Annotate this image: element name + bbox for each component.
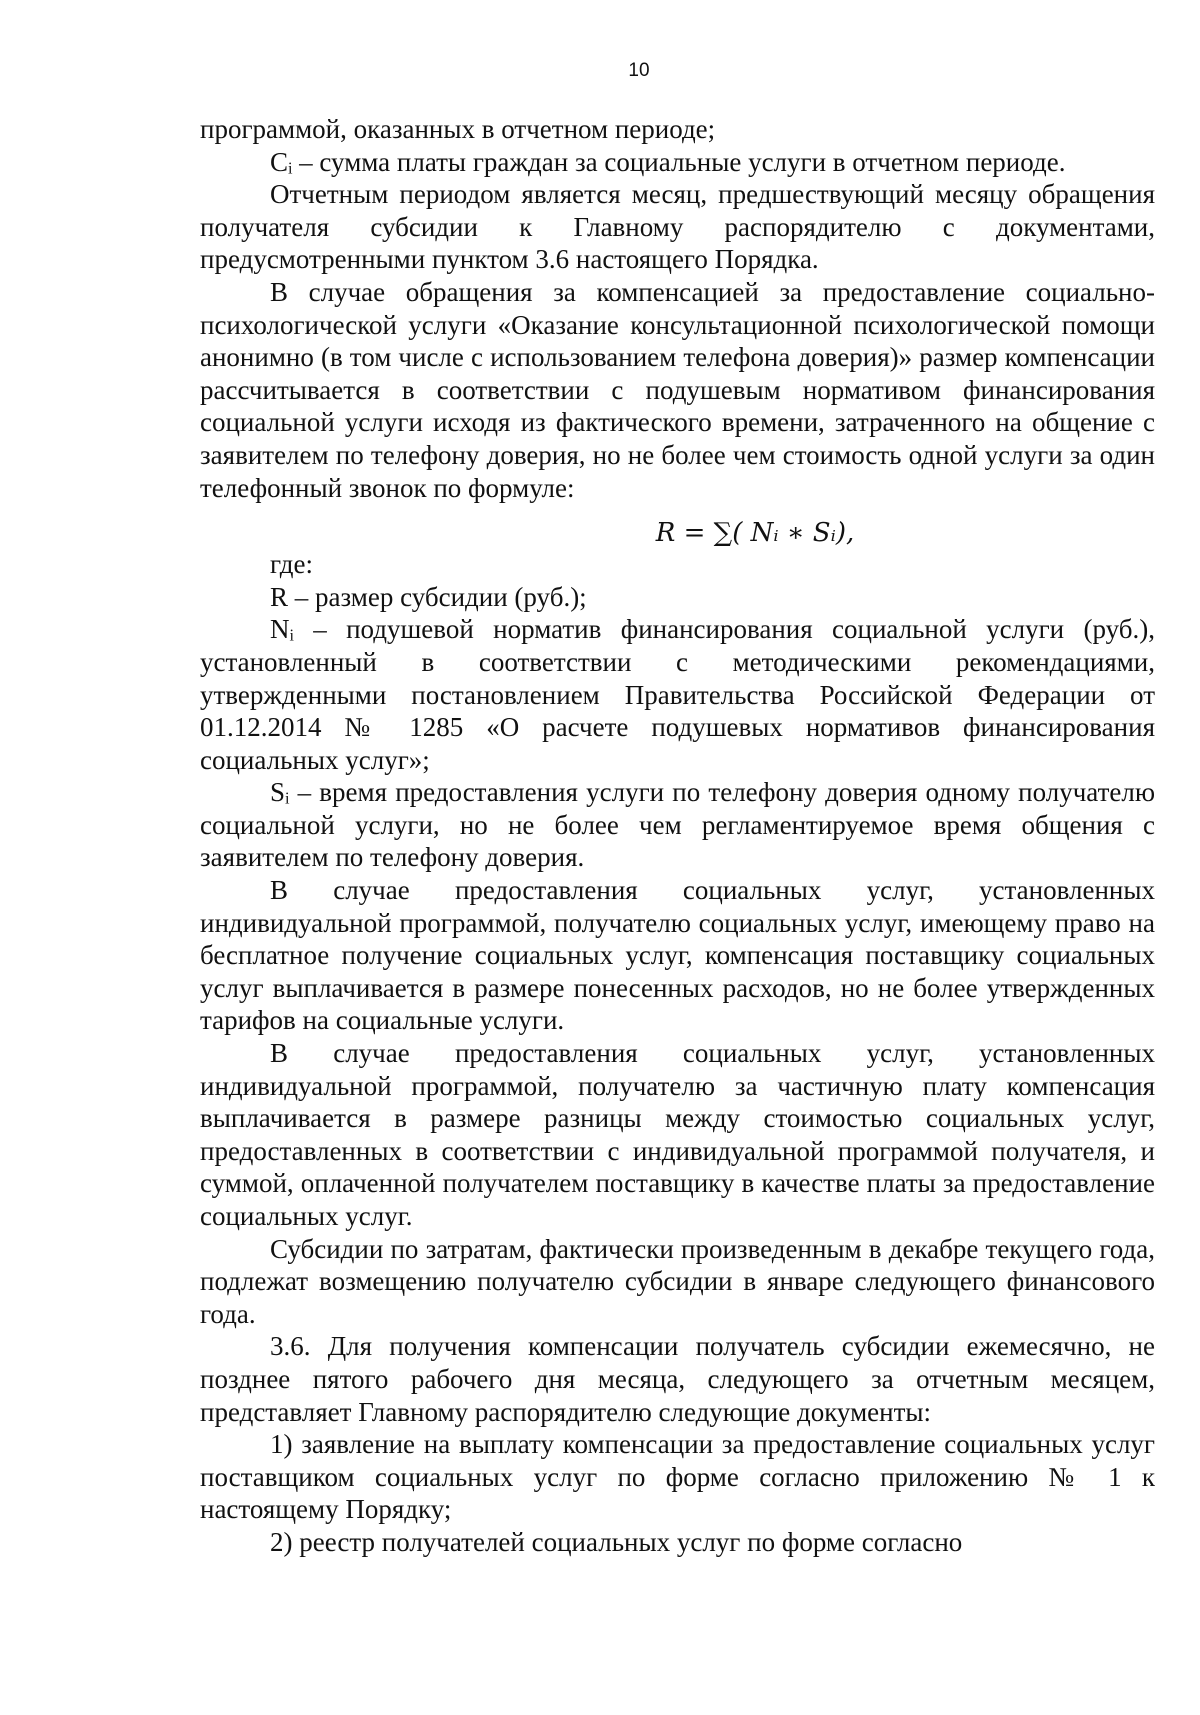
paragraph: Отчетным периодом является месяц, предшествующий месяцу обращения получателя субсидии к Главному распорядителю с документами, предусмотренными пунктом 3.6 настоящего Порядка. [200,179,1155,275]
paragraph: программой, оказанных в отчетном периоде; [200,114,716,144]
paragraph: Субсидии по затратам, фактически произведенным в декабре текущего года, подлежат возмещению получателю субсидии в январе следующего финансового года. [200,1233,1155,1329]
paragraph: В случае обращения за компенсацией за предоставление социально-психологической услуги «Оказание консультационной психологической помощи анонимно (в том числе с использованием телефона доверия)» размер компенсации рассчитывается в соответствии с подушевым нормативом финансирования социальной услуги исходя из фактического времени, затраченного на общение с заявителем по телефону доверия, но не более чем стоимость одной услуги за один телефонный звонок по формуле: [200,276,1155,503]
paragraph: где: [270,549,313,580]
paragraph: В случае предоставления социальных услуг, установленных индивидуальной программой, получателю социальных услуг, имеющему право на бесплатное получение социальных услуг, компенсация поставщику социальных услуг выплачивается в размере понесенных расходов, но не более утвержденных тарифов на социальные услуги. [200,875,1155,1036]
paragraph: 1) заявление на выплату компенсации за предоставление социальных услуг поставщиком социальных услуг по форме согласно приложению № 1 к настоящему Порядку; [200,1429,1155,1525]
paragraph: Sᵢ – время предоставления услуги по телефону доверия одному получателю социальной услуги, но не более чем регламентируемое время общения с заявителем по телефону доверия. [200,777,1155,873]
paragraph: 3.6. Для получения компенсации получатель субсидии ежемесячно, не позднее пятого рабочего дня месяца, следующего за отчетным месяцем, представляет Главному распорядителю следующие документы: [200,1331,1155,1427]
formula: R = ∑( Nᵢ ∗ Sᵢ), [655,518,855,549]
paragraph: Cᵢ – сумма платы граждан за социальные услуги в отчетном периоде. [270,146,1066,177]
paragraph: В случае предоставления социальных услуг, установленных индивидуальной программой, получателю за частичную плату компенсация выплачивается в размере разницы между стоимостью социальных услуг, предоставленных в соответствии с индивидуальной программой получателя, и суммой, оплаченной получателем поставщику в качестве платы за предоставление социальных услуг. [200,1038,1155,1231]
paragraph: R – размер субсидии (руб.); [270,581,587,612]
document-body [200,113,1155,1559]
paragraph: 2) реестр получателей социальных услуг по форме согласно [270,1526,963,1557]
page-number: 10 [628,60,650,81]
paragraph: Nᵢ – подушевой норматив финансирования социальной услуги (руб.), установленный в соответствии с методическими рекомендациями, утвержденными постановлением Правительства Российской Федерации от 01.12.2014 № 1285 «О расчете подушевых нормативов финансирования социальных услуг»; [200,614,1155,775]
